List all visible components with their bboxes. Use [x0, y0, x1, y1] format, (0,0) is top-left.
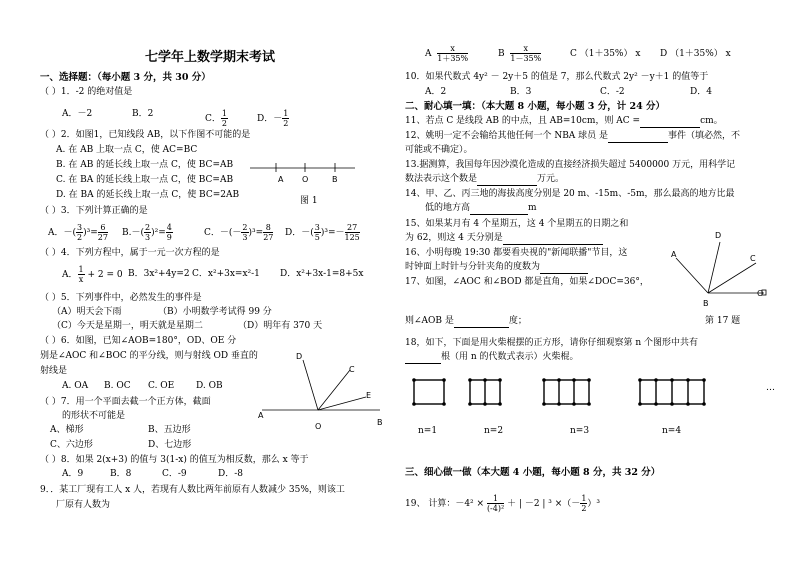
q5-option-a: （A）明天会下雨 [52, 307, 122, 317]
q8-option-a: A．9 [62, 469, 84, 479]
fig1-label-o: O [302, 175, 309, 184]
q12: 12、姚明一定不会输给其他任何一个 NBA 球员 是 事件（填必然，不 [405, 131, 741, 141]
q3-option-b: B.－( $\frac{2}{3}$ )²= $\frac{4}{9}$ [122, 223, 172, 242]
q5-option-c: （C）今天是星期一，明天就是星期二 [52, 321, 203, 331]
section-3-header: 三、细心做一做（本大题 4 小题，每小题 8 分，共 32 分） [405, 467, 661, 478]
q10-stem: 10．如果代数式 4y² － 2y＋5 的值是 7，那么代数式 2y² －y＋1 的值等于 [405, 72, 709, 82]
fig1-label-b: B [332, 175, 338, 184]
q9-line-2: 厂原有人数为 [56, 500, 111, 510]
q6-line-3: 射线是 [40, 366, 68, 376]
q10-option-d: D．4 [690, 87, 712, 97]
fig6-label-e: E [366, 391, 372, 400]
q4-option-a: A． $\frac{1}{x}$ + 2 = 0 [62, 265, 123, 284]
q2-option-b: B. 在 AB 的延长线上取一点 C，使 BC=AB [56, 160, 234, 170]
q9-option-d: D （1＋35%） x [660, 49, 731, 59]
section-2-header: 二、耐心填一填：（本大题 8 小题，每小题 3 分，计 24 分） [405, 101, 666, 112]
q8-option-d: D．-8 [218, 469, 243, 479]
q7-option-d: D、七边形 [148, 440, 192, 450]
q16: 16、小明每晚 19:30 都要看央视的"新闻联播"节目，这 [405, 248, 628, 258]
matchstick-figures [400, 372, 785, 412]
q3-option-c: C．－(－ $\frac{2}{3}$ )³= $\frac{8}{27}$ [204, 223, 274, 242]
q1-option-b: B．2 [132, 109, 154, 119]
fig17-label-c: C [750, 254, 756, 263]
q9-option-a: A $\frac{x}{1+35\%}$ [425, 44, 469, 63]
figure-6-angles [258, 350, 388, 420]
q3-option-a: A．－( $\frac{3}{2}$ )³= $\frac{6}{27}$ [48, 223, 108, 242]
q1-stem: （ ）1．-2 的绝对值是 [40, 87, 133, 97]
q18-line-2: 根（用 n 的代数式表示）火柴棍。 [405, 352, 579, 364]
page-title: 七学年上数学期末考试 [145, 50, 276, 65]
q14-line-2: 低的地方高 m [425, 203, 537, 213]
q16-answer-blank[interactable] [540, 262, 588, 274]
q10-option-c: C．-2 [600, 87, 625, 97]
q4-option-c: C．x²+3x=x²-1 [192, 269, 260, 279]
figure-1-caption: 图 1 [300, 196, 318, 206]
q8-stem: （ ）8．如果 2(x+3) 的值与 3(1-x) 的值互为相反数，那么 x 等于 [40, 455, 309, 465]
q11: 11、若点 C 是线段 AB 的中点，且 AB=10cm，则 AC = cm。 [405, 116, 723, 126]
fig6-label-b: B [377, 418, 383, 427]
q18-answer-blank[interactable] [405, 352, 441, 364]
section-1-header: 一、选择题：（每小题 3 分，共 30 分） [40, 72, 211, 83]
q6-option-d: D. OB [196, 381, 223, 391]
fig17-label-d: D [715, 231, 722, 240]
fig17-label-b: B [703, 299, 709, 308]
q5-option-d: （D）明年有 370 天 [238, 321, 323, 331]
q1-option-d: D．－ $\frac{1}{2}$ [257, 109, 289, 128]
q11-answer-blank[interactable] [640, 116, 700, 128]
q6-option-a: A. OA [62, 381, 89, 391]
q12-answer-blank[interactable] [608, 131, 668, 143]
q7-option-a: A、梯形 [50, 425, 84, 435]
q12-line-2: 可能或不确定）。 [405, 145, 473, 155]
q7-option-c: C、六边形 [50, 440, 93, 450]
label-n1: n=1 [418, 426, 438, 436]
label-n4: n=4 [662, 426, 682, 436]
fig1-label-a: A [278, 175, 284, 184]
q8-option-b: B．8 [110, 469, 132, 479]
label-n3: n=3 [570, 426, 590, 436]
q5-option-b: （B）小明数学考试得 99 分 [158, 307, 272, 317]
q15-answer-blank[interactable] [503, 233, 603, 245]
q3-stem: （ ）3．下列计算正确的是 [40, 206, 148, 216]
q9-option-b: B $\frac{x}{1-35\%}$ [498, 44, 542, 63]
q10-option-b: B．3 [510, 87, 532, 97]
q4-option-b: B．3x²+4y=2 [128, 269, 190, 279]
fig17-label-o: O [757, 289, 764, 298]
q6-stem: （ ）6．如图，已知∠AOB=180°，OD、OE 分 [40, 336, 237, 346]
q17: 17、如图，∠AOC 和∠BOD 都是直角，如果∠DOC=36°， [405, 277, 649, 287]
q10-option-a: A．2 [425, 87, 447, 97]
q6-option-b: B. OC [104, 381, 131, 391]
q15-line-2: 为 62，则这 4 天分别是 [405, 233, 603, 245]
q17-line-2: 则∠AOB 是 度； [405, 316, 527, 326]
label-n2: n=2 [484, 426, 504, 436]
q19: 19、 计算：－4² × $\frac{1}{\text{(-4)²}}$ ＋ | －2 | ³ ×（－ $\frac{1}{2}$ ）³ [405, 494, 601, 513]
fig6-label-a: A [258, 411, 264, 420]
q5-stem: （ ）5．下列事件中，必然发生的事件是 [40, 293, 202, 303]
fig6-label-d: D [296, 352, 303, 361]
fig6-label-c: C [349, 365, 355, 374]
q1-option-c: C． $\frac{1}{2}$ [205, 109, 227, 128]
q14-answer-blank[interactable] [470, 203, 528, 215]
q6-line-2: 别是∠AOC 和∠BOC 的平分线，则与射线 OD 垂直的 [40, 351, 258, 361]
q2-stem: （ ）2．如图1，已知线段 AB，以下作图不可能的是 [40, 130, 251, 140]
q8-option-c: C．-9 [162, 469, 187, 479]
figures-ellipsis: … [766, 383, 775, 393]
q2-option-a: A. 在 AB 上取一点 C，使 AC=BC [56, 145, 198, 155]
q14: 14、甲、乙、丙三地的海拔高度分别是 20 m、-15m、-5m，那么最高的地方比最 [405, 189, 735, 199]
q7-option-b: B、五边形 [148, 425, 191, 435]
q3-option-d: D．－( $\frac{3}{5}$ )³=－ $\frac{27}{125}$ [285, 223, 360, 242]
q4-option-d: D．x²+3x-1=8+5x [280, 269, 364, 279]
q13: 13.据测算，我国每年因沙漠化造成的直接经济损失超过 5400000 万元，用科学记 [405, 160, 736, 170]
q9-option-c: C （1＋35%） x [570, 49, 641, 59]
q2-option-c: C. 在 BA 的延长线上取一点 C，使 BC=AB [56, 175, 234, 185]
q9-stem: 9．．某工厂现有工人 x 人，若现有人数比两年前原有人数减少 35%，则该工 [40, 485, 345, 495]
q6-option-c: C. OE [148, 381, 175, 391]
q7-stem: （ ）7．用一个平面去截一个正方体，截面 [40, 397, 211, 407]
fig17-label-a: A [671, 250, 677, 259]
q16-line-2: 时钟面上时针与分针夹角的度数为 [405, 262, 588, 274]
q17-answer-blank[interactable] [454, 316, 509, 328]
q1-option-a: A．－2 [62, 109, 93, 119]
q13-line-2: 数法表示这个数是 万元。 [405, 174, 565, 184]
q7-line-2: 的形状不可能是 [62, 411, 126, 421]
q4-stem: （ ）4．下列方程中，属于一元一次方程的是 [40, 248, 220, 258]
q13-answer-blank[interactable] [477, 174, 537, 186]
q15: 15、如果某月有 4 个星期五，这 4 个星期五的日期之和 [405, 219, 629, 229]
fig6-label-o: O [315, 422, 322, 431]
q2-option-d: D. 在 BA 的延长线上取一点 C，使 BC=2AB [56, 190, 240, 200]
q18: 18，如下，下面是用火柴棍摆的正方形，请你仔细观察第 n 个图形中共有 [405, 338, 698, 348]
figure-17-caption: 第 17 题 [705, 316, 741, 326]
